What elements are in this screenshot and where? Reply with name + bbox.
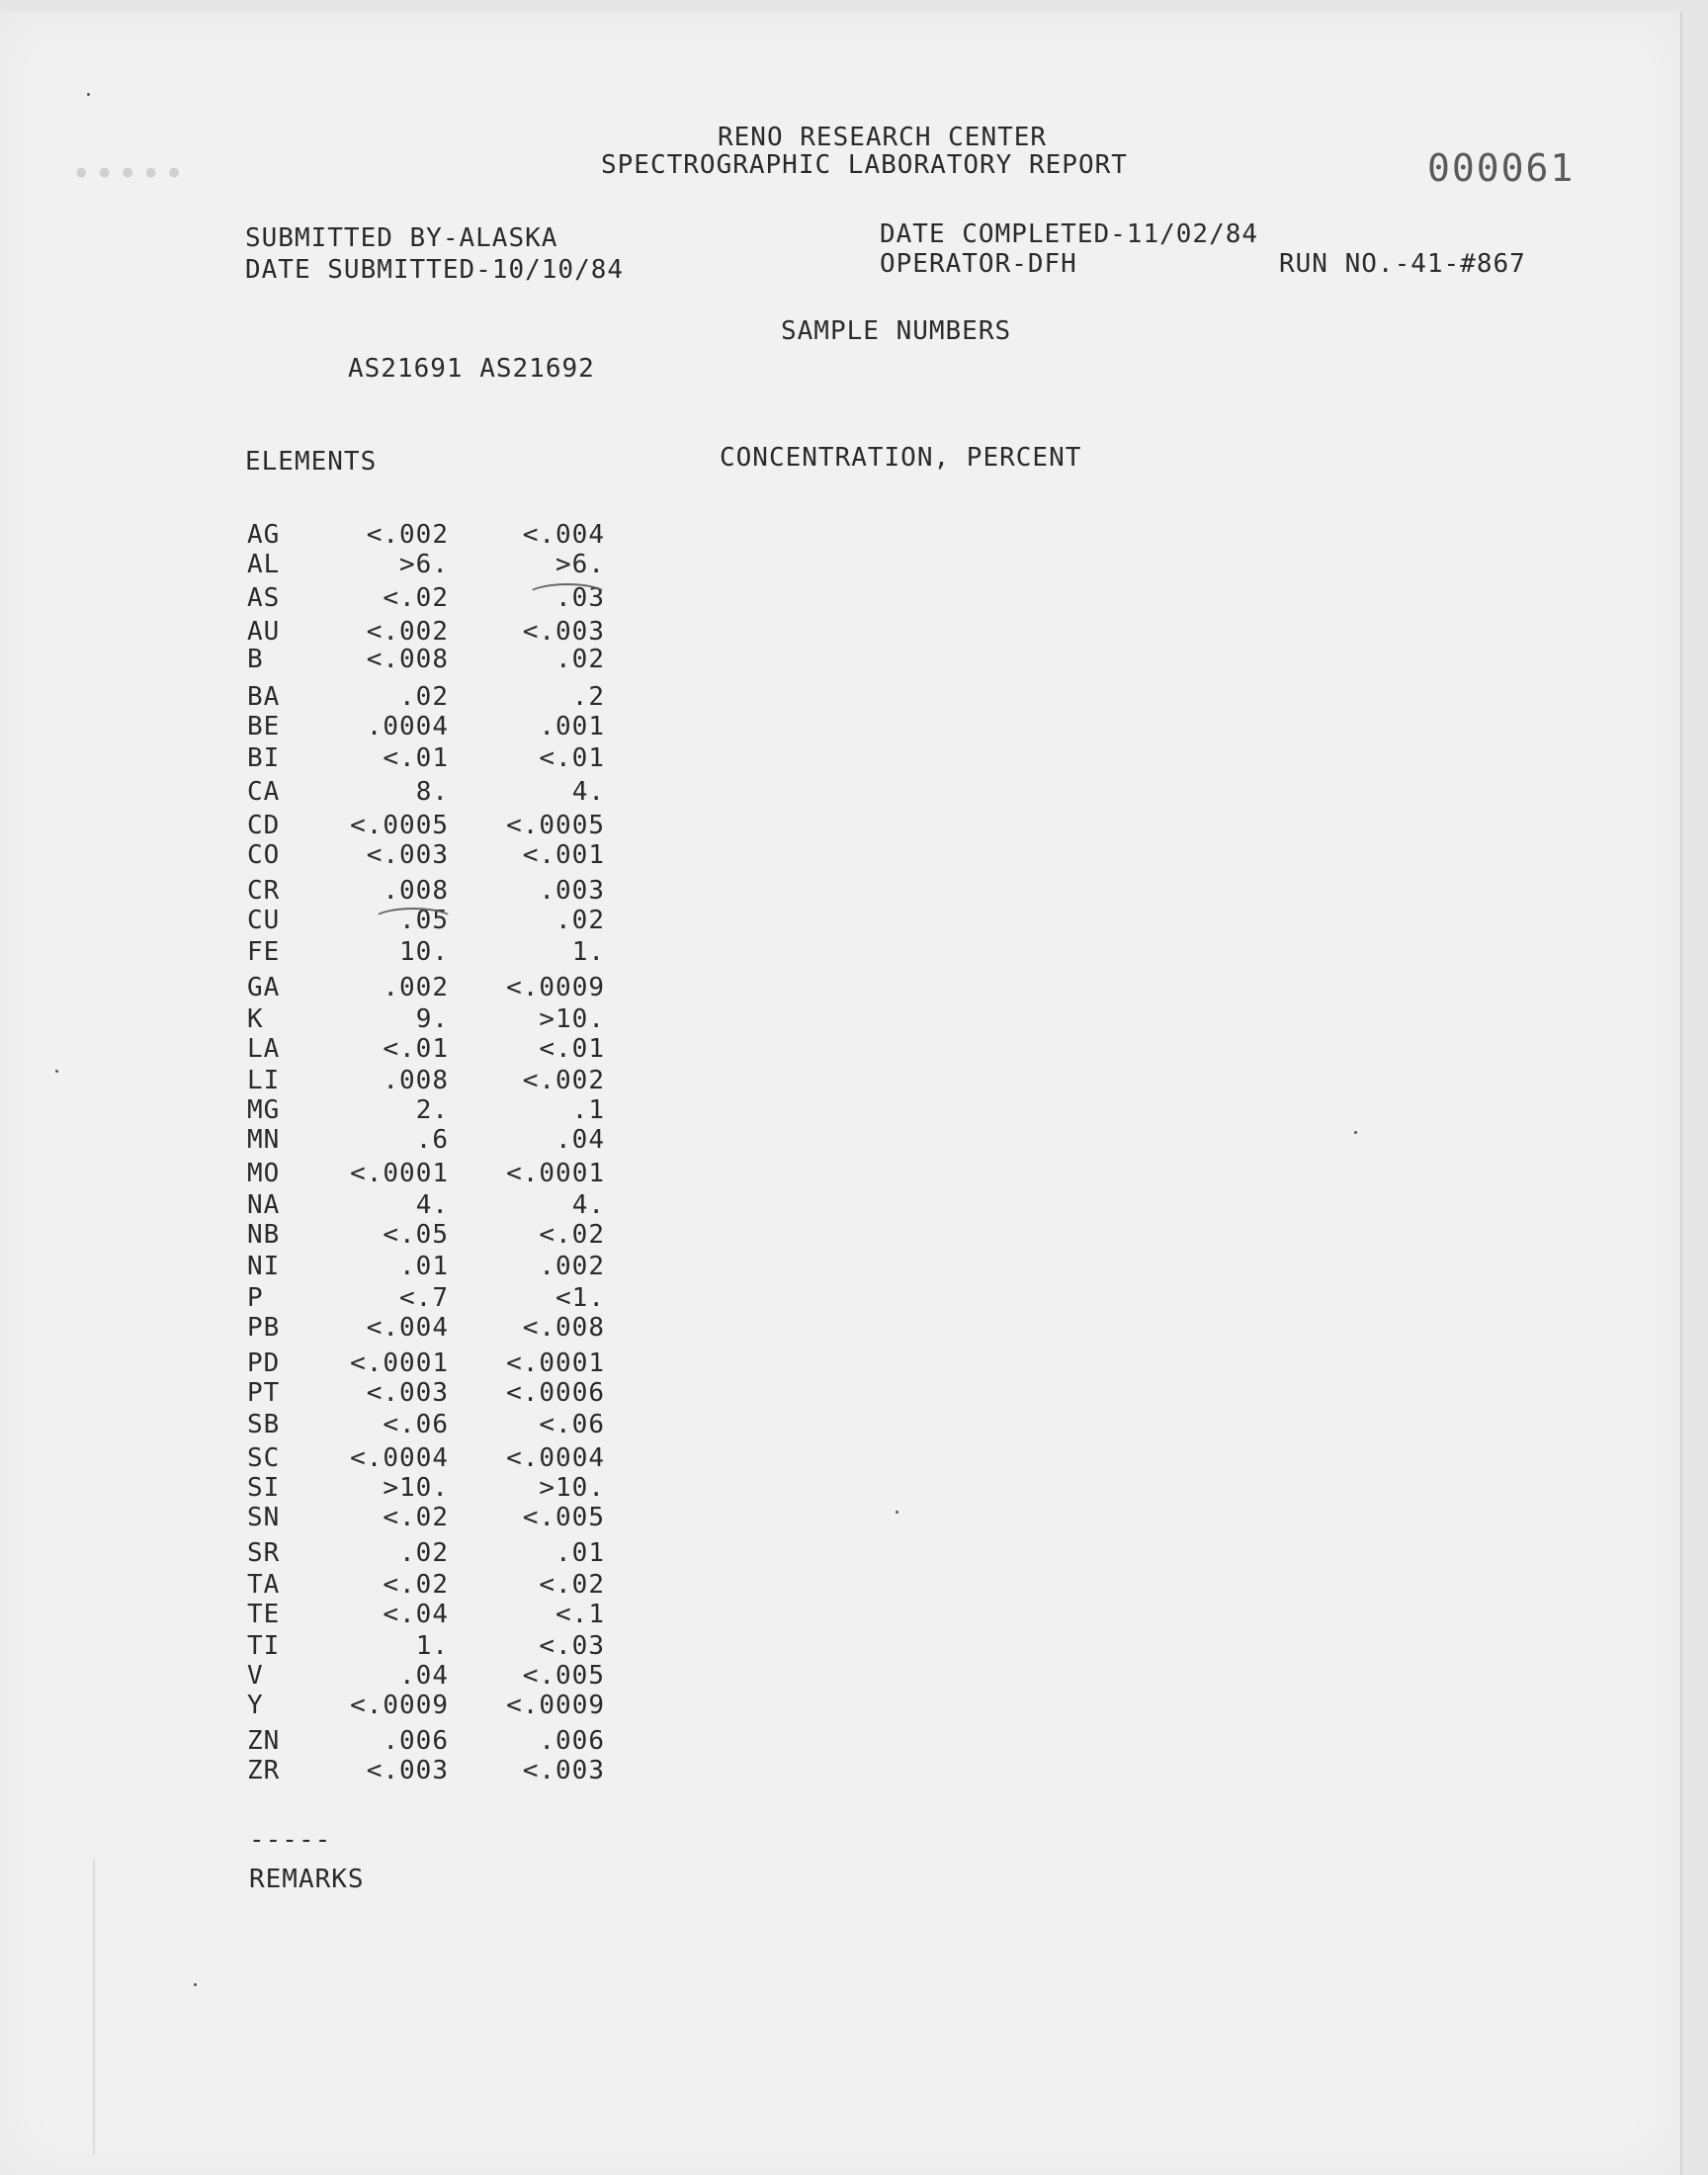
sample2-value: <1.: [555, 1283, 605, 1313]
sample2-value: <.0004: [506, 1443, 605, 1473]
sample2-value: >6.: [555, 550, 605, 579]
sample2-value: <.001: [522, 840, 605, 870]
sample1-value: .02: [399, 1538, 449, 1568]
sample1-value: .006: [383, 1726, 449, 1756]
element-symbol: B: [247, 645, 264, 674]
sample1-value: <.06: [383, 1410, 449, 1439]
sample1-value: .008: [383, 876, 449, 906]
element-symbol: PD: [247, 1348, 281, 1378]
table-row: [0, 645, 692, 674]
sample1-value: <.05: [383, 1220, 449, 1250]
table-row: [0, 1756, 692, 1785]
elements-heading: ELEMENTS: [245, 447, 378, 477]
element-symbol: SN: [247, 1503, 281, 1532]
table-row: [0, 1443, 692, 1473]
sample2-value: 4.: [571, 1190, 605, 1220]
table-row: [0, 1283, 692, 1313]
sample2-value: <.0009: [506, 1691, 605, 1720]
sample2-value: <.005: [522, 1503, 605, 1532]
sample2-value: <.03: [539, 1631, 605, 1661]
sample1-value: <.002: [366, 520, 449, 550]
element-symbol: CD: [247, 811, 281, 840]
sample1-value: .002: [383, 973, 449, 1002]
speck: [55, 1070, 58, 1073]
table-row: [0, 1570, 692, 1600]
sample1-value: <.02: [383, 1570, 449, 1600]
sample1-value: <.003: [366, 840, 449, 870]
sample2-value: .002: [539, 1252, 605, 1281]
table-row: [0, 617, 692, 647]
table-row: [0, 520, 692, 550]
sample2-value: <.004: [522, 520, 605, 550]
sample2-value: <.005: [522, 1661, 605, 1691]
report-title-line2: SPECTROGRAPHIC LABORATORY REPORT: [601, 150, 1128, 180]
sample1-value: <.0005: [350, 811, 449, 840]
sample-numbers-heading: SAMPLE NUMBERS: [781, 316, 1012, 346]
element-symbol: AG: [247, 520, 281, 550]
table-row: [0, 973, 692, 1002]
element-symbol: LA: [247, 1034, 281, 1064]
table-row: [0, 876, 692, 906]
element-symbol: SR: [247, 1538, 281, 1568]
sample2-value: .1: [571, 1095, 605, 1125]
sample1-value: 4.: [415, 1190, 449, 1220]
element-symbol: FE: [247, 937, 281, 967]
table-row: [0, 1661, 692, 1691]
table-row: [0, 906, 692, 935]
sample1-value: <.002: [366, 617, 449, 647]
element-symbol: AL: [247, 550, 281, 579]
element-symbol: NI: [247, 1252, 281, 1281]
sample2-value: <.0009: [506, 973, 605, 1002]
element-symbol: NA: [247, 1190, 281, 1220]
sample1-value: .6: [415, 1125, 449, 1155]
element-symbol: AU: [247, 617, 281, 647]
sample2-value: .003: [539, 876, 605, 906]
sample1-value: >6.: [399, 550, 449, 579]
element-symbol: MO: [247, 1159, 281, 1188]
element-symbol: ZR: [247, 1756, 281, 1785]
element-symbol: NB: [247, 1220, 281, 1250]
sample2-value: .01: [555, 1538, 605, 1568]
element-symbol: CO: [247, 840, 281, 870]
table-row: [0, 1220, 692, 1250]
sample1-value: .0004: [366, 712, 449, 741]
element-symbol: TA: [247, 1570, 281, 1600]
sample1-value: .04: [399, 1661, 449, 1691]
table-row: [0, 1726, 692, 1756]
table-row: [0, 743, 692, 773]
table-row: [0, 1410, 692, 1439]
sample1-value: <.01: [383, 1034, 449, 1064]
element-symbol: BA: [247, 682, 281, 712]
sample2-value: .2: [571, 682, 605, 712]
sample1-value: <.04: [383, 1600, 449, 1629]
element-symbol: V: [247, 1661, 264, 1691]
element-symbol: CR: [247, 876, 281, 906]
separator-rule: -----: [249, 1825, 332, 1855]
sample1-value: <.01: [383, 743, 449, 773]
sample1-value: 1.: [415, 1631, 449, 1661]
element-symbol: LI: [247, 1066, 281, 1095]
sample1-value: <.7: [399, 1283, 449, 1313]
element-symbol: PB: [247, 1313, 281, 1343]
table-row: [0, 777, 692, 807]
page-edge-line: [93, 1859, 95, 2155]
element-symbol: P: [247, 1283, 264, 1313]
element-symbol: AS: [247, 583, 281, 613]
table-row: [0, 1004, 692, 1034]
table-row: [0, 1125, 692, 1155]
table-row: [0, 1600, 692, 1629]
sample2-value: >10.: [539, 1004, 605, 1034]
sample2-value: <.02: [539, 1570, 605, 1600]
sample2-value: <.1: [555, 1600, 605, 1629]
element-symbol: SC: [247, 1443, 281, 1473]
element-symbol: BE: [247, 712, 281, 741]
element-symbol: TI: [247, 1631, 281, 1661]
table-row: [0, 1252, 692, 1281]
table-row: [0, 840, 692, 870]
element-symbol: MG: [247, 1095, 281, 1125]
sample2-value: .001: [539, 712, 605, 741]
sample1-value: .01: [399, 1252, 449, 1281]
element-symbol: PT: [247, 1378, 281, 1408]
sample2-value: <.0001: [506, 1159, 605, 1188]
sample2-value: <.01: [539, 1034, 605, 1064]
remarks-label: REMARKS: [249, 1865, 365, 1894]
sample1-value: <.02: [383, 1503, 449, 1532]
sample2-value: >10.: [539, 1473, 605, 1503]
table-row: [0, 1538, 692, 1568]
sample1-value: <.0001: [350, 1159, 449, 1188]
table-row: [0, 712, 692, 741]
sample1-value: <.0001: [350, 1348, 449, 1378]
sample1-value: 9.: [415, 1004, 449, 1034]
sample2-value: .02: [555, 645, 605, 674]
element-symbol: TE: [247, 1600, 281, 1629]
sample1-value: <.003: [366, 1378, 449, 1408]
sample1-value: <.0009: [350, 1691, 449, 1720]
run-number: RUN NO.-41-#867: [1279, 249, 1526, 279]
speck: [896, 1511, 898, 1514]
element-symbol: CU: [247, 906, 281, 935]
table-row: [0, 811, 692, 840]
speck: [87, 93, 90, 96]
table-row: [0, 1159, 692, 1188]
table-row: [0, 1631, 692, 1661]
table-row: [0, 1313, 692, 1343]
element-symbol: MN: [247, 1125, 281, 1155]
element-symbol: Y: [247, 1691, 264, 1720]
hand-circle-mark: [526, 583, 609, 609]
table-row: [0, 1691, 692, 1720]
table-row: [0, 1348, 692, 1378]
table-row: [0, 1066, 692, 1095]
table-row: [0, 1034, 692, 1064]
sample1-value: <.02: [383, 583, 449, 613]
sample2-value: .04: [555, 1125, 605, 1155]
table-row: [0, 1473, 692, 1503]
sample2-value: <.0006: [506, 1378, 605, 1408]
sample2-value: <.0005: [506, 811, 605, 840]
table-row: [0, 1503, 692, 1532]
sample2-value: <.02: [539, 1220, 605, 1250]
date-completed: DATE COMPLETED-11/02/84: [880, 219, 1259, 249]
element-symbol: ZN: [247, 1726, 281, 1756]
sample2-value: <.002: [522, 1066, 605, 1095]
table-row: [0, 937, 692, 967]
table-row: [0, 1378, 692, 1408]
sample2-value: <.003: [522, 1756, 605, 1785]
sample2-value: 4.: [571, 777, 605, 807]
sample2-value: .006: [539, 1726, 605, 1756]
speck: [194, 1983, 197, 1986]
table-row: [0, 1095, 692, 1125]
element-symbol: K: [247, 1004, 264, 1034]
sample2-value: .03: [555, 583, 605, 613]
speck: [1354, 1131, 1357, 1134]
sample-numbers: AS21691 AS21692: [348, 354, 595, 384]
table-row: [0, 550, 692, 579]
sample2-value: <.0001: [506, 1348, 605, 1378]
report-title-line1: RENO RESEARCH CENTER: [718, 123, 1048, 152]
document-stamp-number: 000061: [1427, 146, 1576, 190]
element-symbol: SI: [247, 1473, 281, 1503]
sample1-value: <.004: [366, 1313, 449, 1343]
sample2-value: <.06: [539, 1410, 605, 1439]
element-symbol: CA: [247, 777, 281, 807]
element-symbol: SB: [247, 1410, 281, 1439]
sample1-value: .02: [399, 682, 449, 712]
sample2-value: 1.: [571, 937, 605, 967]
sample2-value: <.003: [522, 617, 605, 647]
sample1-value: .008: [383, 1066, 449, 1095]
operator: OPERATOR-DFH: [880, 249, 1077, 279]
hand-circle-mark: [372, 908, 455, 933]
concentration-heading: CONCENTRATION, PERCENT: [720, 443, 1082, 473]
element-symbol: GA: [247, 973, 281, 1002]
sample1-value: 8.: [415, 777, 449, 807]
date-submitted: DATE SUBMITTED-10/10/84: [245, 255, 625, 285]
sample1-value: 2.: [415, 1095, 449, 1125]
sample2-value: <.01: [539, 743, 605, 773]
sample1-value: 10.: [399, 937, 449, 967]
table-row: [0, 682, 692, 712]
sample1-value: .05: [399, 906, 449, 935]
sample1-value: <.0004: [350, 1443, 449, 1473]
sample2-value: <.008: [522, 1313, 605, 1343]
table-row: [0, 1190, 692, 1220]
sample1-value: <.008: [366, 645, 449, 674]
submitted-by: SUBMITTED BY-ALASKA: [245, 223, 558, 253]
sample1-value: >10.: [383, 1473, 449, 1503]
element-symbol: BI: [247, 743, 281, 773]
sample2-value: .02: [555, 906, 605, 935]
sample1-value: <.003: [366, 1756, 449, 1785]
bleed-through-mark: •••••: [71, 154, 188, 194]
